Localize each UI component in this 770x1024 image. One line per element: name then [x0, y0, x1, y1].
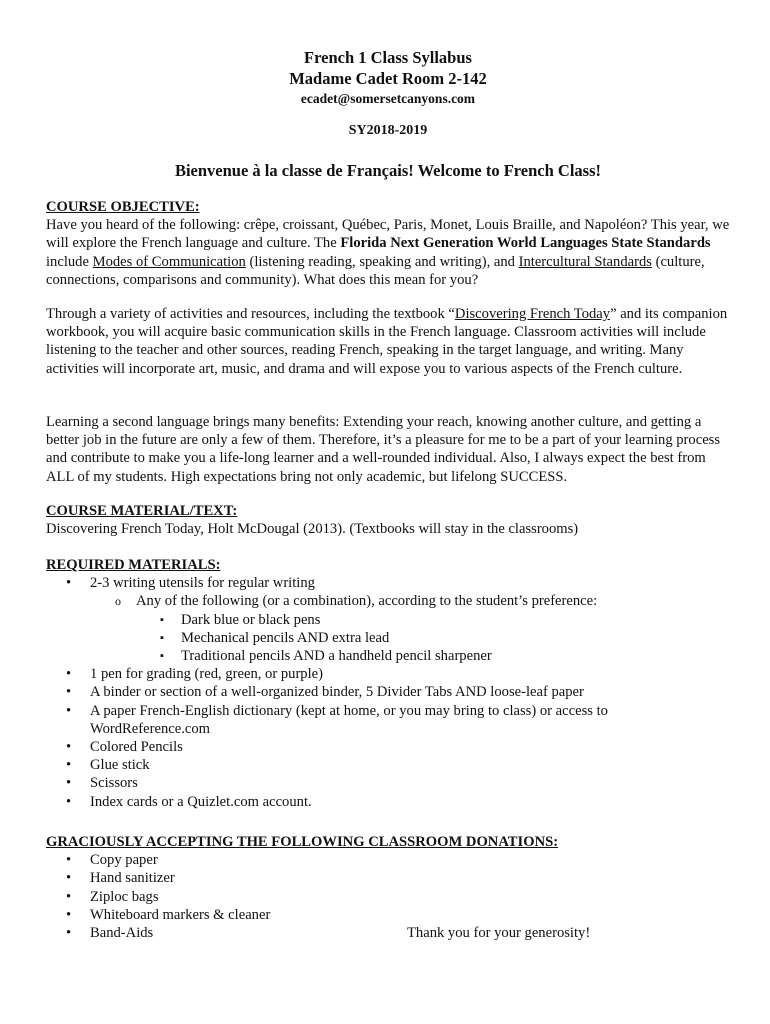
required-materials-list	[46, 574, 730, 811]
list-item: ▪ Traditional pencils AND a handheld pencil sharpener	[46, 647, 730, 665]
welcome-heading: Bienvenue à la classe de Français! Welcome to French Class!	[174, 161, 602, 180]
objective-text: Have you heard of the following: crêpe, croissant, Québec, Paris, Monet, Louis Braille, and Napoléon? This year, we will explore the French language and culture. The	[46, 217, 730, 252]
course-objective-section	[46, 198, 730, 289]
teacher-email: ecadet@somersetcanyons.com	[300, 91, 476, 106]
list-item: • Scissors	[46, 774, 730, 792]
required-materials-heading: REQUIRED MATERIALS:	[46, 557, 221, 573]
document-title: French 1 Class Syllabus	[304, 48, 472, 67]
list-item: • Whiteboard markers & cleaner	[46, 906, 730, 924]
list-item: • Colored Pencils	[46, 738, 730, 756]
objective-paragraph-2	[46, 305, 730, 378]
donations-section	[46, 833, 730, 942]
list-item: • Hand sanitizer	[46, 869, 730, 887]
objective-text: (culture, connections, comparisons and community). What does this mean for you?	[46, 253, 705, 288]
teacher-room: Madame Cadet Room 2-142	[289, 69, 487, 88]
list-item: • A binder or section of a well-organized binder, 5 Divider Tabs AND loose-leaf paper	[46, 683, 730, 701]
florida-standards-text: Florida Next Generation World Languages State Standards	[340, 235, 711, 252]
course-material-section	[46, 502, 730, 538]
course-material-text: Discovering French Today, Holt McDougal (2013). (Textbooks will stay in the classrooms)	[46, 521, 579, 538]
list-item: ▪ Mechanical pencils AND extra lead	[46, 629, 730, 647]
modes-of-communication-text: Modes of Communication	[92, 253, 246, 270]
objective-paragraph-3	[46, 413, 730, 486]
list-item: o Any of the following (or a combination), according to the student’s preference:	[46, 592, 730, 610]
intercultural-standards-text: Intercultural Standards	[518, 253, 652, 270]
list-item: • 1 pen for grading (red, green, or purple)	[46, 665, 730, 683]
objective-text: ” and its companion workbook, you will acquire basic communication skills in the French language. Classroom activities will include listening to the teacher and other sources, reading French, speaking in the target language, and writing. Many activities will incorporate art, music, and drama and will expose you to various aspects of the French culture.	[46, 306, 728, 377]
objective-paragraph-1	[46, 216, 730, 289]
objective-text: (listening reading, speaking and writing), and	[245, 253, 519, 270]
donations-list	[46, 851, 730, 942]
list-item: • Index cards or a Quizlet.com account.	[46, 793, 730, 811]
required-materials-section	[46, 556, 730, 811]
donations-heading: GRACIOUSLY ACCEPTING THE FOLLOWING CLASSROOM DONATIONS:	[46, 834, 559, 850]
list-item: • A paper French-English dictionary (kept at home, or you may bring to class) or access to WordReference.com	[46, 702, 730, 738]
school-year: SY2018-2019	[348, 123, 428, 138]
objective-text: Through a variety of activities and resources, including the textbook “	[46, 306, 455, 322]
course-objective-heading: COURSE OBJECTIVE:	[46, 199, 200, 215]
list-item	[46, 924, 730, 942]
list-item: • Glue stick	[46, 756, 730, 774]
thank-you-note: Thank you for your generosity!	[407, 925, 591, 942]
list-item-label: Band-Aids	[90, 925, 154, 942]
list-item: • 2-3 writing utensils for regular writing	[46, 574, 730, 592]
list-item: • Copy paper	[46, 851, 730, 869]
list-item: ▪ Dark blue or black pens	[46, 611, 730, 629]
textbook-title-text: Discovering French Today	[454, 306, 611, 322]
course-material-heading: COURSE MATERIAL/TEXT:	[46, 503, 238, 519]
list-item: • Ziploc bags	[46, 888, 730, 906]
objective-text: Learning a second language brings many benefits: Extending your reach, knowing another culture, and getting a better job in the future are only a few of them. Therefore, it’s a pleasure for me to be a part of your learning process and contribute to make you a life-long learner and a well-rounded individual. Also, I always expect the best from ALL of my students. High expectations bring not only academic, but lifelong SUCCESS.	[46, 414, 721, 485]
objective-text: include	[46, 253, 93, 270]
